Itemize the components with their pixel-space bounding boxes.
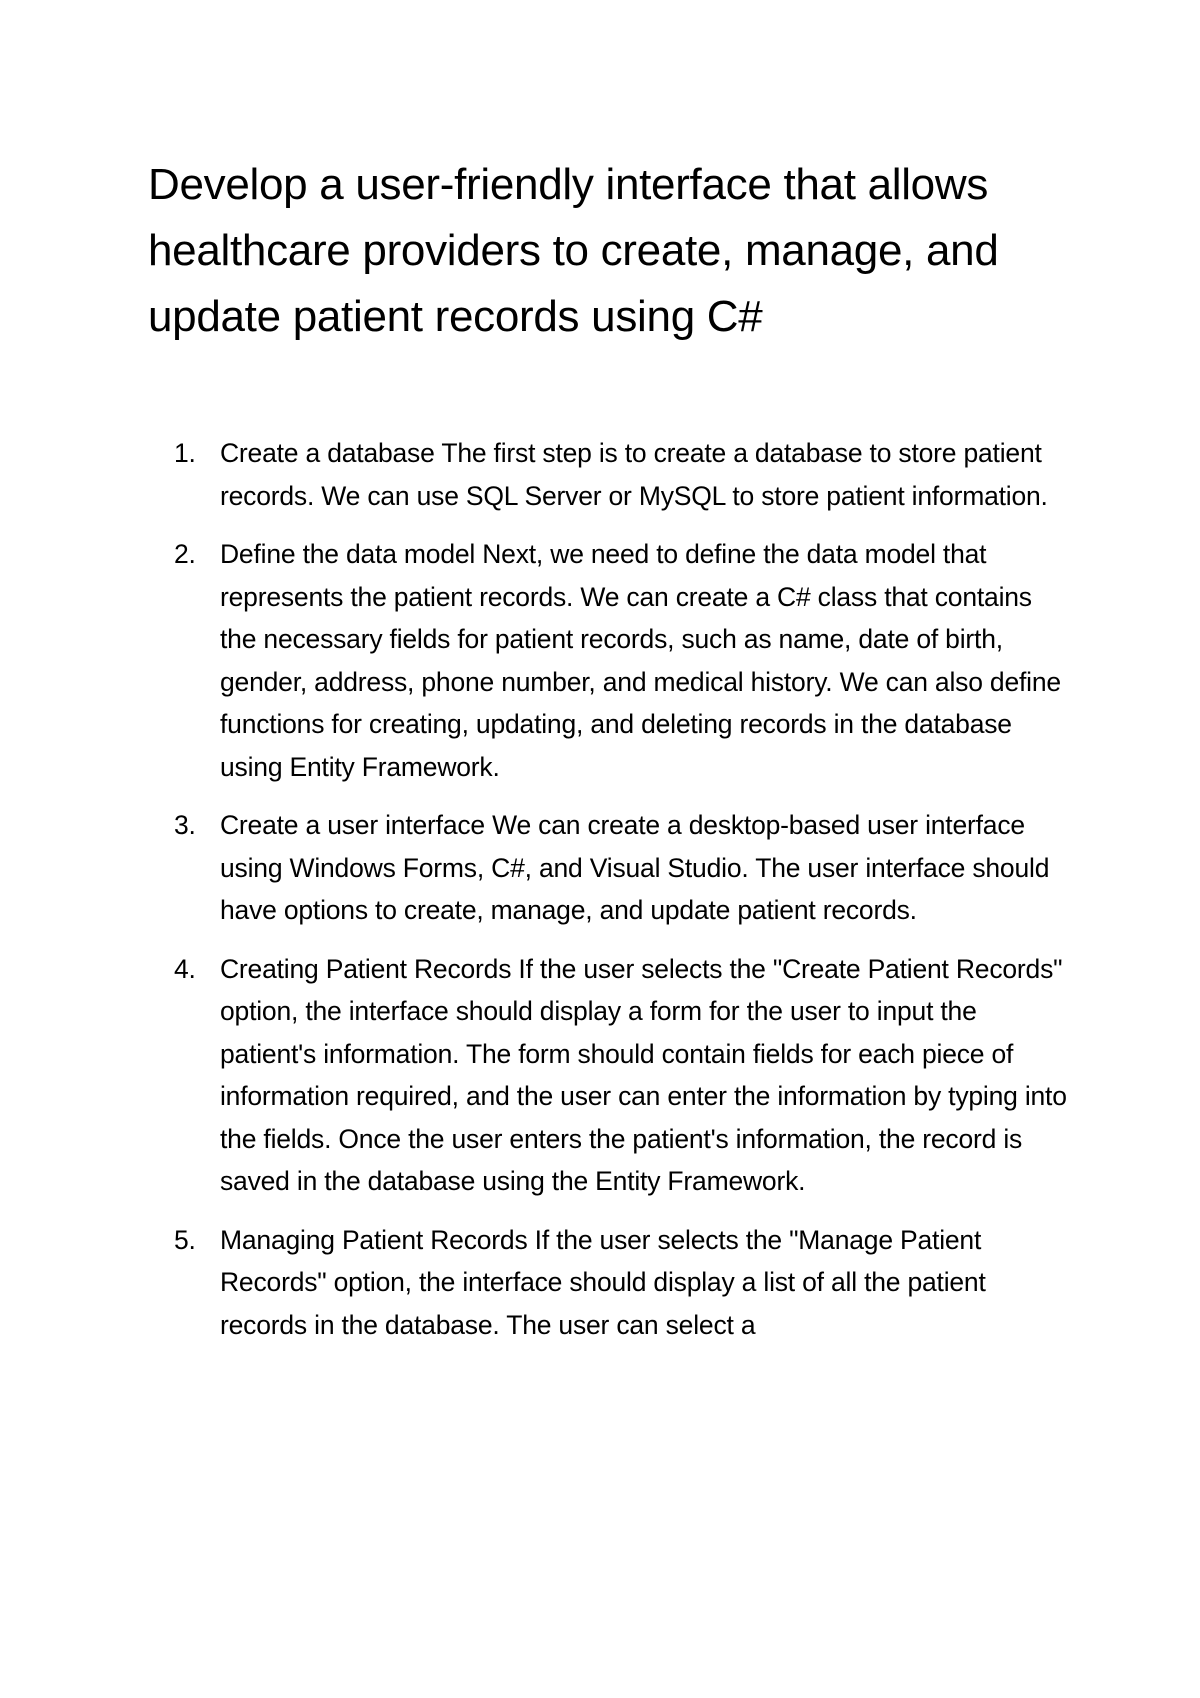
step-number: 2. bbox=[174, 539, 196, 569]
list-item-step-3 bbox=[148, 804, 1068, 932]
step-text: Managing Patient Records If the user selects the "Manage Patient Records" option, the interface should display a list of all the patient records in the database. The user can select a bbox=[220, 1224, 986, 1340]
step-number: 1. bbox=[174, 438, 196, 468]
list-item-step-1 bbox=[148, 432, 1068, 517]
step-number: 3. bbox=[174, 810, 196, 840]
step-number: 4. bbox=[174, 953, 196, 984]
steps-list bbox=[148, 432, 1068, 1362]
step-text: Create a user interface We can create a desktop-based user interface using Windows Forms, C#, and Visual Studio. The user interface should have options to create, manage, and update patient records. bbox=[220, 810, 1050, 925]
step-text: Creating Patient Records If the user selects the "Create Patient Records" option, the interface should display a form for the user to input the patient's information. The form should contain fields for each piece of information required, and the user can enter the information by typing into the fields. Once the user enters the patient's information, the record is saved in the database using the Entity Framework. bbox=[220, 953, 1067, 1196]
list-item-step-2 bbox=[148, 533, 1068, 788]
list-item-step-4 bbox=[148, 948, 1068, 1203]
list-item-step-5 bbox=[148, 1219, 1068, 1347]
step-number: 5. bbox=[174, 1224, 196, 1255]
step-text: Create a database The first step is to create a database to store patient records. We can use SQL Server or MySQL to store patient information. bbox=[220, 438, 1048, 511]
step-text: Define the data model Next, we need to define the data model that represents the patient records. We can create a C# class that contains the necessary fields for patient records, such as name, date of birth, gender, address, phone number, and medical history. We can also define functions for creating, updating, and deleting records in the database using Entity Framework. bbox=[220, 539, 1061, 782]
page-title: Develop a user-friendly interface that allows healthcare providers to create, manage, and update patient records using C# bbox=[148, 160, 999, 341]
